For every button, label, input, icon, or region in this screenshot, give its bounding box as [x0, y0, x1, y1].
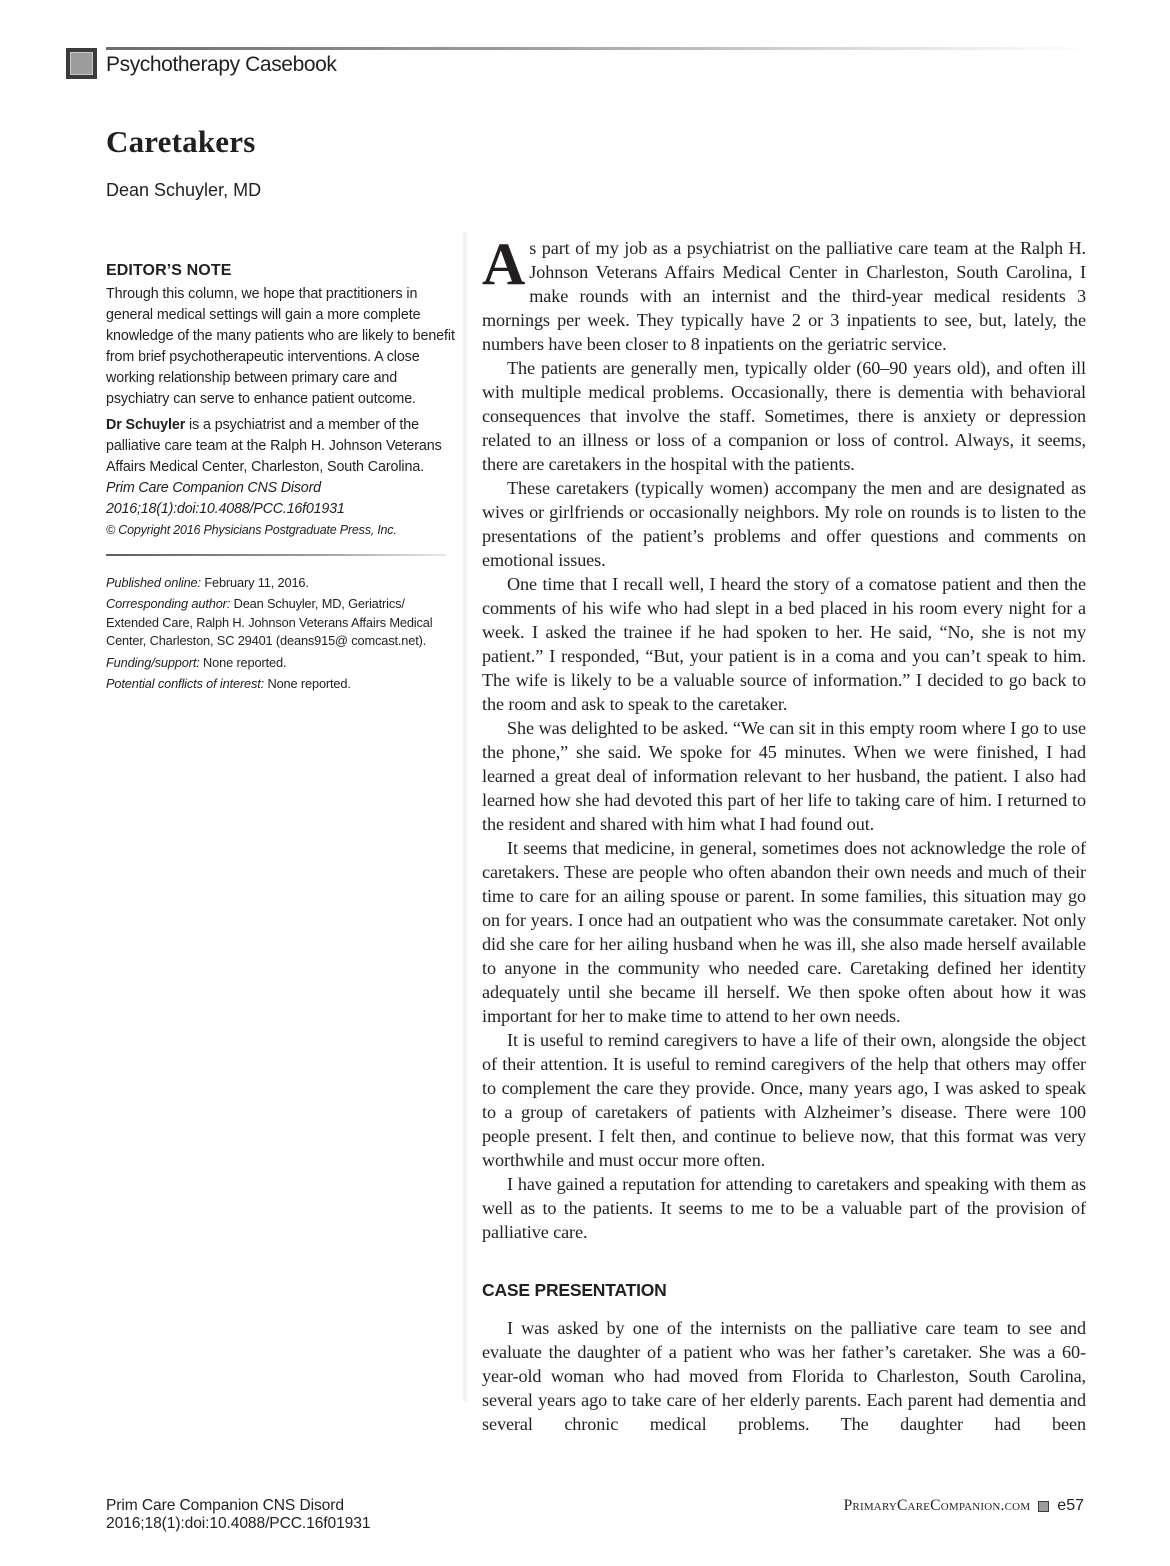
meta-funding	[106, 654, 456, 672]
meta-value: Dean Schuyler, MD, Geriatrics/ Extended Care, Ralph H. Johnson Veterans Affairs Medical Center, Charleston, SC 29401 (deans915@ comcast.net).	[106, 596, 433, 649]
author-bio	[106, 415, 456, 478]
body-paragraph	[482, 231, 1086, 356]
footer-site-link[interactable]: PrimaryCareCompanion.com	[843, 1497, 1031, 1514]
body-paragraph: One time that I recall well, I heard the story of a comatose patient and then the comments of his wife who had slept in a bed placed in his room every night for a week. I asked the trainee if he had spoken to her. He said, “No, she is not my patient.” I responded, “But, your patient is in a coma and you can’t speak to him. The wife is likely to be a valuable source of information.” I decided to go back to the room and ask to speak to the caretaker.	[482, 574, 1086, 714]
footer-site-block	[844, 1497, 1084, 1515]
author-byline: Dean Schuyler, MD	[106, 180, 262, 200]
case-presentation-heading: CASE PRESENTATION	[482, 1280, 667, 1300]
article-body	[482, 231, 1086, 1436]
header-rule	[106, 47, 1090, 50]
editor-note-heading: EDITOR’S NOTE	[106, 262, 232, 279]
editor-note-text: Through this column, we hope that practitioners in general medical settings will gain a more complete knowledge of the many patients who are likely to benefit from brief psychotherapeutic interventions. A close working relationship between primary care and psychiatry can serve to enhance patient outcome.	[106, 286, 455, 407]
column-divider	[462, 232, 468, 1402]
bio-name: Dr Schuyler	[106, 417, 186, 434]
meta-label: Potential conflicts of interest:	[106, 676, 265, 691]
section-label: Psychotherapy Casebook	[106, 53, 337, 76]
body-paragraph: It is useful to remind caregivers to have a life of their own, alongside the object of their attention. It is useful to remind caregivers of the help that others may offer to complement the care they provide. Once, many years ago, I was asked to speak to a group of caretakers of patients with Alzheimer’s disease. There were 100 people present. I felt then, and continue to believe now, that this format was very worthwhile and must occur more often.	[482, 1030, 1086, 1170]
meta-label: Corresponding author:	[106, 596, 231, 612]
body-paragraph: The patients are generally men, typically older (60–90 years old), and often ill with multiple medical problems. Occasionally, there is dementia with behavioral consequences that involve the staff. Sometimes, there is anxiety or depression related to an illness or loss of a companion or loss of control. Always, it seems, there are caretakers in the hospital with the patients.	[482, 358, 1086, 474]
footer-citation	[106, 1497, 370, 1533]
footer-journal: Prim Care Companion CNS Disord	[106, 1497, 344, 1514]
meta-conflicts	[106, 675, 456, 693]
meta-label: Published online:	[106, 574, 201, 590]
body-paragraph: She was delighted to be asked. “We can sit in this empty room where I go to use the phone,” she said. We spoke for 45 minutes. When we were finished, I had learned a great deal of information relevant to her husband, the patient. I also had learned how she had devoted this part of her life to taking care of him. I returned to the resident and shared with him what I had found out.	[482, 718, 1086, 834]
citation-line-2: 2016;18(1):doi:10.4088/PCC.16f01931	[106, 501, 345, 518]
meta-label: Funding/support:	[106, 654, 200, 670]
meta-published	[106, 574, 456, 592]
footer-doi: 2016;18(1):doi:10.4088/PCC.16f01931	[106, 1515, 371, 1532]
drop-cap: A	[482, 231, 526, 297]
meta-value: None reported.	[264, 676, 351, 691]
citation-line-1: Prim Care Companion CNS Disord	[106, 480, 321, 497]
body-paragraph: It seems that medicine, in general, sometimes does not acknowledge the role of caretakers. These are people who often abandon their own needs and much of their time to care for an ailing spouse or parent. In some families, this situation may go on for years. I once had an outpatient who was the consummate caretaker. Not only did she care for her ailing husband when he was ill, she also made herself available to anyone in the community who needed care. Caretaking defined her identity adequately until she became ill herself. We then spoke often about how it was important for her to make time to attend to her own needs.	[482, 838, 1086, 1026]
page-number: e57	[1057, 1497, 1084, 1514]
sidebar-divider	[106, 554, 446, 556]
paragraph-text: s part of my job as a psychiatrist on the palliative care team at the Ralph H. Johnson Veterans Affairs Medical Center in Charleston, South Carolina, I make rounds with an internist and the third-year medical residents 3 mornings per week. They typically have 2 or 3 inpatients to see, but, lately, the numbers have been closer to 8 inpatients on the geriatric service.	[482, 238, 1086, 354]
body-paragraph: These caretakers (typically women) accompany the men and are designated as wives or girlfriends or occasionally neighbors. My role on rounds is to listen to the presentations of the patient’s problems and offer questions and comments on emotional issues.	[482, 478, 1086, 570]
body-paragraph: I have gained a reputation for attending to caretakers and speaking with them as well as to the patients. It seems to me to be a valuable part of the provision of palliative care.	[482, 1174, 1086, 1242]
section-square-icon	[66, 48, 97, 79]
copyright: © Copyright 2016 Physicians Postgraduate Press, Inc.	[106, 522, 397, 537]
article-title: Caretakers	[106, 124, 256, 159]
meta-corresponding-author	[106, 595, 456, 650]
meta-value: February 11, 2016.	[200, 574, 309, 590]
sidebar	[106, 262, 456, 696]
bio-text: is a psychiatrist and a member of the palliative care team at the Ralph H. Johnson Veterans Affairs Medical Center, Charleston, South Carolina.	[106, 417, 442, 476]
case-paragraph: I was asked by one of the internists on the palliative care team to see and evaluate the daughter of a patient who was her father’s caretaker. She was a 60-year-old woman who had moved from Florida to Charleston, South Carolina, several years ago to take care of her elderly parents. Each parent had dementia and several chronic medical problems. The daughter had been	[482, 1318, 1086, 1434]
meta-value: None reported.	[199, 654, 287, 670]
separator-square-icon	[1038, 1501, 1049, 1512]
